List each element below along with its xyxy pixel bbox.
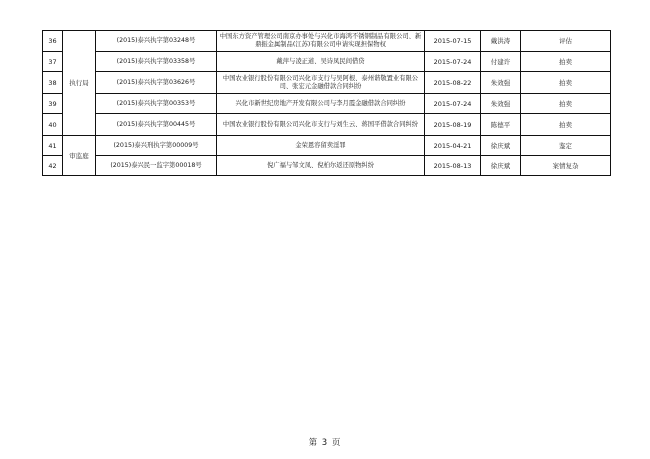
case-description: 中国东方资产管理公司南京办事处与兴化市海鸿不锈钢制品有限公司、新鼎振金属制品(江苏)有限公司申请实现担保物权 bbox=[217, 31, 425, 52]
case-type: 案情复杂 bbox=[521, 156, 611, 176]
case-type: 拍卖 bbox=[521, 52, 611, 72]
case-date: 2015-07-15 bbox=[425, 31, 481, 52]
case-date: 2015-04-21 bbox=[425, 136, 481, 156]
case-number: (2015)泰兴执字第03626号 bbox=[96, 72, 217, 94]
table-row bbox=[43, 94, 611, 114]
case-description: 兴化市新世纪房地产开发有限公司与李月霞金融借款合同纠纷 bbox=[217, 94, 425, 114]
table-row bbox=[43, 156, 611, 176]
case-date: 2015-07-24 bbox=[425, 94, 481, 114]
department-cell: 审监庭 bbox=[63, 136, 96, 176]
case-description: 中国农业银行股份有限公司兴化市支行与吴阿根、泰州谐敬置业有限公司、张宏元金融借款合同纠纷 bbox=[217, 72, 425, 94]
case-number: (2015)泰兴执字第03248号 bbox=[96, 31, 217, 52]
case-date: 2015-07-24 bbox=[425, 52, 481, 72]
case-description: 中国农业银行股份有限公司兴化市支行与刘生云、蒋国平借款合同纠纷 bbox=[217, 114, 425, 136]
row-index: 41 bbox=[43, 136, 63, 156]
department-cell: 执行局 bbox=[63, 31, 96, 136]
table-row bbox=[43, 31, 611, 52]
case-type: 评估 bbox=[521, 31, 611, 52]
case-description: 金荣恩容留卖淫罪 bbox=[217, 136, 425, 156]
page-number: 第 3 页 bbox=[308, 438, 342, 448]
case-number: (2015)泰兴刑执字第00009号 bbox=[96, 136, 217, 156]
judge-name: 朱效强 bbox=[481, 72, 521, 94]
case-type: 拍卖 bbox=[521, 94, 611, 114]
row-index: 36 bbox=[43, 31, 63, 52]
table-row bbox=[43, 72, 611, 94]
row-index: 37 bbox=[43, 52, 63, 72]
table-row bbox=[43, 52, 611, 72]
case-number: (2015)泰兴执字第00445号 bbox=[96, 114, 217, 136]
row-index: 42 bbox=[43, 156, 63, 176]
table-row bbox=[43, 114, 611, 136]
judge-name: 陈德平 bbox=[481, 114, 521, 136]
row-index: 38 bbox=[43, 72, 63, 94]
judge-name: 徐庆斌 bbox=[481, 136, 521, 156]
case-number: (2015)泰兴民一监字第00018号 bbox=[96, 156, 217, 176]
case-description: 戴萍与凌正道、吴诗凤民间借贷 bbox=[217, 52, 425, 72]
row-index: 40 bbox=[43, 114, 63, 136]
judge-name: 朱效强 bbox=[481, 94, 521, 114]
judge-name: 徐庆斌 bbox=[481, 156, 521, 176]
case-number: (2015)泰兴执字第00353号 bbox=[96, 94, 217, 114]
judge-name: 戴洪涛 bbox=[481, 31, 521, 52]
row-index: 39 bbox=[43, 94, 63, 114]
judge-name: 付建许 bbox=[481, 52, 521, 72]
case-type: 鉴定 bbox=[521, 136, 611, 156]
case-date: 2015-08-19 bbox=[425, 114, 481, 136]
case-type: 拍卖 bbox=[521, 72, 611, 94]
case-table-sheet bbox=[42, 30, 611, 176]
table-row bbox=[43, 136, 611, 156]
case-table bbox=[42, 30, 611, 176]
case-number: (2015)泰兴执字第03358号 bbox=[96, 52, 217, 72]
case-description: 倪广福与邹文凤、倪柏尔返还原物纠纷 bbox=[217, 156, 425, 176]
case-type: 拍卖 bbox=[521, 114, 611, 136]
case-date: 2015-08-13 bbox=[425, 156, 481, 176]
case-date: 2015-08-22 bbox=[425, 72, 481, 94]
